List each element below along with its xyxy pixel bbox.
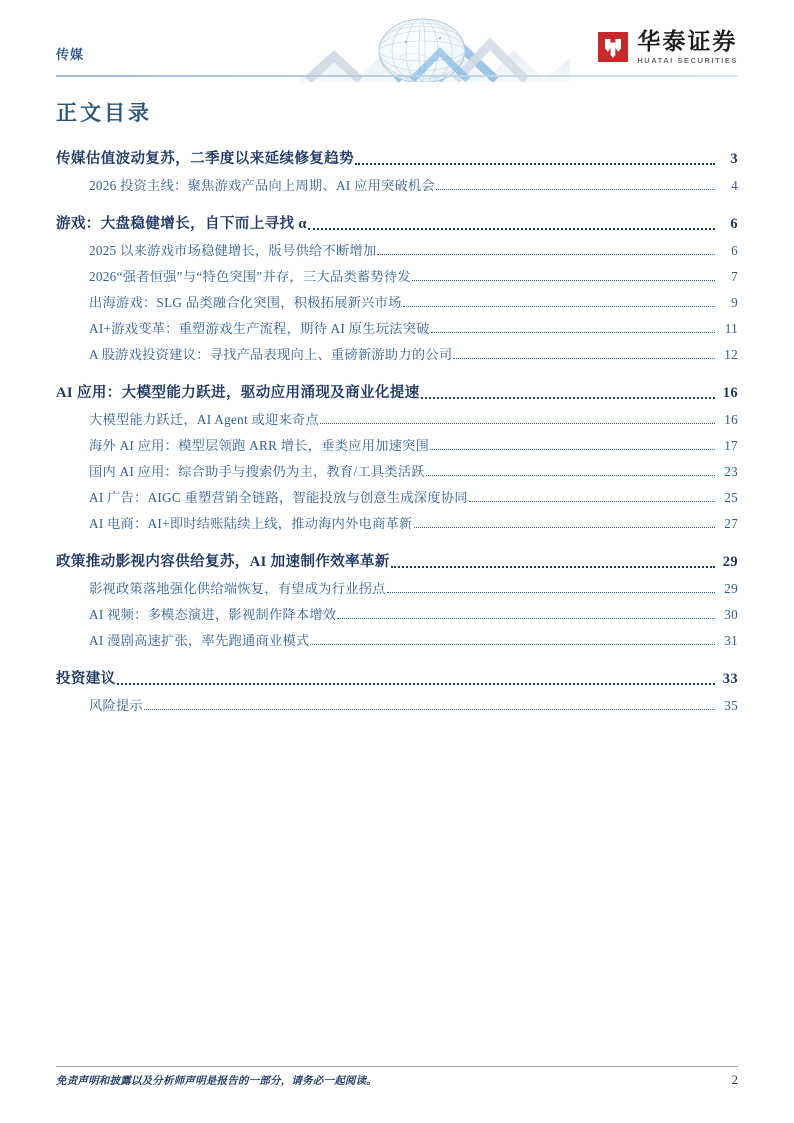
footer-page-number: 2 [731,1072,738,1087]
toc-entry-page-number: 3 [730,151,738,167]
toc-entry-label: AI+游戏变革：重塑游戏生产流程，期待 AI 原生玩法突破 [89,321,430,336]
toc-dot-leader [414,527,715,528]
toc-dot-leader [355,163,715,165]
toc-entry-level-2[interactable] [56,285,738,311]
toc-entry-page-number: 25 [724,490,738,505]
toc-entry-level-1[interactable] [56,140,738,168]
toc-entry-page-number: 16 [724,412,738,427]
toc-entry-level-2[interactable] [56,454,738,480]
toc-entry-label: 2026 投资主线：聚焦游戏产品向上周期、AI 应用突破机会 [89,178,436,193]
toc-entry-label: AI 应用：大模型能力跃进，驱动应用涌现及商业化提速 [56,385,420,401]
toc-group-spacer [56,363,738,374]
toc-dot-leader [337,618,715,619]
toc-entry-page-number: 29 [722,554,738,570]
toc-entry-page-number: 6 [731,243,738,258]
toc-dot-leader [144,709,715,710]
toc-dot-leader [310,644,715,645]
toc-entry-page-number: 23 [724,464,738,479]
toc-entry-page-number: 17 [724,438,738,453]
toc-group-spacer [56,194,738,205]
toc-entry-page-number: 30 [724,607,738,622]
brand-name-cn: 华泰证券 [637,29,738,54]
toc-entry-level-2[interactable] [56,168,738,194]
toc-group-spacer [56,649,738,660]
toc-entry-level-2[interactable] [56,428,738,454]
toc-dot-leader [421,397,715,399]
toc-dot-leader [469,501,715,502]
toc-entry-label: AI 广告：AIGC 重塑营销全链路，智能投放与创意生成深度协同 [89,490,468,505]
toc-entry-label: A 股游戏投资建议：寻找产品表现向上、重磅新游助力的公司 [89,347,453,362]
toc-entry-label: 海外 AI 应用：模型层领跑 ARR 增长，垂类应用加速突围 [89,438,430,453]
toc-dot-leader [430,449,715,450]
toc-dot-leader [308,228,715,230]
footer-divider [56,1066,738,1067]
toc-dot-leader [426,475,715,476]
toc-entry-page-number: 9 [731,295,738,310]
toc-entry-level-1[interactable] [56,660,738,688]
toc-entry-page-number: 7 [731,269,738,284]
toc-entry-level-1[interactable] [56,374,738,402]
toc-entry-level-2[interactable] [56,233,738,259]
toc-entry-page-number: 27 [724,516,738,531]
toc-dot-leader [431,332,715,333]
toc-entry-page-number: 11 [724,321,738,336]
toc-entry-level-2[interactable] [56,571,738,597]
toc-entry-page-number: 29 [724,581,738,596]
toc-entry-page-number: 31 [724,633,738,648]
toc-entry-label: 风险提示 [89,698,143,713]
page-title: 正文目录 [56,101,152,125]
toc-entry-level-2[interactable] [56,259,738,285]
toc-entry-page-number: 12 [724,347,738,362]
toc-entry-label: 2026“强者恒强”与“特色突围”并存，三大品类蓄势待发 [89,269,411,284]
toc-entry-label: AI 视频：多模态演进，影视制作降本增效 [89,607,337,622]
toc-entry-page-number: 33 [722,671,738,687]
toc-entry-level-2[interactable] [56,623,738,649]
toc-entry-label: 影视政策落地强化供给端恢复，有望成为行业拐点 [89,581,386,596]
table-of-contents [56,140,738,714]
toc-entry-page-number: 35 [724,698,738,713]
header-section-label: 传媒 [56,47,85,62]
toc-entry-page-number: 4 [731,178,738,193]
toc-entry-page-number: 6 [730,216,738,232]
toc-dot-leader [320,423,715,424]
toc-dot-leader [391,566,715,568]
toc-entry-level-2[interactable] [56,688,738,714]
toc-entry-level-2[interactable] [56,480,738,506]
toc-entry-label: AI 电商：AI+即时结账陆续上线，推动海内外电商革新 [89,516,413,531]
toc-entry-level-2[interactable] [56,506,738,532]
toc-dot-leader [387,592,715,593]
brand-logo [598,30,738,65]
toc-entry-label: 国内 AI 应用：综合助手与搜索仍为主，教育/工具类活跃 [89,464,425,479]
toc-dot-leader [436,189,715,190]
toc-dot-leader [412,280,715,281]
toc-dot-leader [117,683,715,685]
toc-entry-label: 政策推动影视内容供给复苏，AI 加速制作效率革新 [56,554,390,570]
page-header [0,0,794,92]
toc-entry-level-2[interactable] [56,311,738,337]
toc-entry-level-2[interactable] [56,402,738,428]
huatai-logo-mark-icon [598,32,628,62]
toc-entry-level-1[interactable] [56,543,738,571]
toc-entry-level-2[interactable] [56,337,738,363]
toc-group-spacer [56,532,738,543]
toc-entry-level-1[interactable] [56,205,738,233]
toc-dot-leader [377,254,715,255]
toc-entry-label: 出海游戏：SLG 品类融合化突围，积极拓展新兴市场 [89,295,402,310]
toc-entry-label: 大模型能力跃迁，AI Agent 或迎来奇点 [89,412,320,427]
globe-wireframe-chevrons-graphic [300,10,570,82]
toc-entry-page-number: 16 [722,385,738,401]
toc-entry-label: 传媒估值波动复苏，二季度以来延续修复趋势 [56,151,354,167]
toc-entry-label: 2025 以来游戏市场稳健增长，版号供给不断增加 [89,243,377,258]
toc-entry-level-2[interactable] [56,597,738,623]
toc-dot-leader [403,306,715,307]
toc-dot-leader [453,358,715,359]
brand-name-en: HUATAI SECURITIES [637,56,738,66]
toc-entry-label: AI 漫剧高速扩张，率先跑通商业模式 [89,633,310,648]
header-divider [56,75,738,77]
footer-disclaimer: 免责声明和披露以及分析师声明是报告的一部分，请务必一起阅读。 [56,1076,377,1087]
toc-entry-label: 投资建议 [56,671,116,687]
brand-wordmark [637,30,738,65]
toc-entry-label: 游戏：大盘稳健增长，自下而上寻找 α [56,216,307,232]
